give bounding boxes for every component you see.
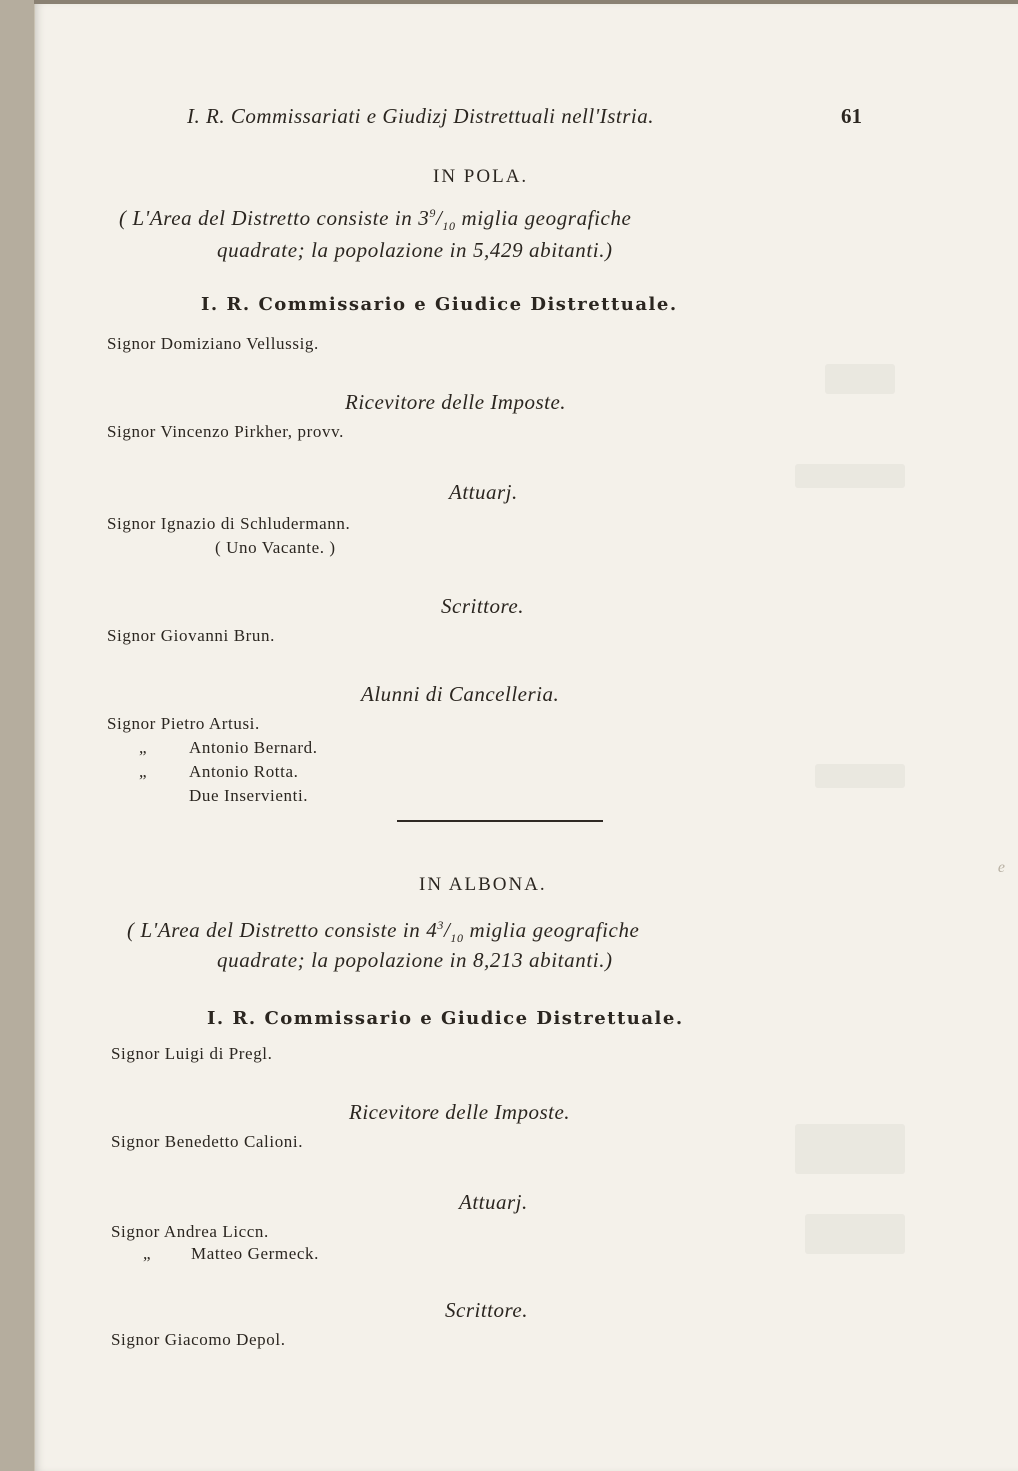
- pola-actuaries-entry2: ( Uno Vacante. ): [215, 538, 336, 557]
- pola-alumni-entry1: Signor Pietro Artusi.: [107, 714, 260, 733]
- pola-frac-num: 9: [429, 206, 436, 220]
- pola-actuaries-entry1: Signor Ignazio di Schludermann.: [107, 514, 351, 533]
- albona-area-line2: quadrate; la popolazione in 8,213 abitanti.): [217, 948, 613, 972]
- pola-commissioner-entry: Signor Domiziano Vellussig.: [107, 334, 319, 353]
- pola-alumni-entry2: Antonio Bernard.: [189, 738, 318, 757]
- ditto-mark: „: [139, 762, 148, 781]
- binding-strip: [0, 0, 34, 1471]
- pola-area-text-a: ( L'Area del Distretto consiste in 3: [119, 206, 430, 230]
- albona-actuaries-entry2: Matteo Germeck.: [191, 1244, 319, 1263]
- pola-writer-entry: Signor Giovanni Brun.: [107, 626, 275, 645]
- pola-receiver-title: Ricevitore delle Imposte.: [345, 390, 567, 414]
- albona-commissioner-entry: Signor Luigi di Pregl.: [111, 1044, 273, 1063]
- albona-writer-entry: Signor Giacomo Depol.: [111, 1330, 286, 1349]
- pola-area-line1: [119, 206, 631, 234]
- section-divider: [397, 820, 603, 822]
- page-number: 61: [841, 104, 862, 128]
- pola-alumni-entry3: Antonio Rotta.: [189, 762, 299, 781]
- pola-area-line2: quadrate; la popolazione in 5,429 abitanti.): [217, 238, 613, 262]
- pola-area-text-b: miglia geografiche: [461, 206, 632, 230]
- district-heading-albona: IN ALBONA.: [419, 874, 547, 895]
- albona-actuaries-title: Attuarj.: [459, 1190, 528, 1214]
- albona-area-fraction: $^3/_{10}$: [437, 918, 464, 946]
- pola-receiver-entry: Signor Vincenzo Pirkher, provv.: [107, 422, 344, 441]
- ditto-mark: „: [143, 1244, 152, 1263]
- margin-mark: e: [997, 859, 1005, 876]
- albona-receiver-title: Ricevitore delle Imposte.: [349, 1100, 571, 1124]
- running-header: I. R. Commissariati e Giudizj Distrettuali nell'Istria.: [187, 104, 654, 128]
- albona-receiver-entry: Signor Benedetto Calioni.: [111, 1132, 304, 1151]
- albona-frac-num: 3: [437, 918, 444, 932]
- pola-actuaries-title: Attuarj.: [449, 480, 518, 504]
- pola-alumni-entry4: Due Inservienti.: [189, 786, 309, 805]
- albona-actuaries-entry1: Signor Andrea Liccn.: [111, 1222, 269, 1241]
- pola-writer-title: Scrittore.: [441, 594, 524, 618]
- document-page: [34, 4, 1018, 1471]
- ditto-mark: „: [139, 738, 148, 757]
- albona-commissioner-title: I. R. Commissario e Giudice Distrettuale.: [207, 1008, 684, 1029]
- pola-commissioner-title: I. R. Commissario e Giudice Distrettuale.: [201, 294, 678, 315]
- albona-frac-den: 10: [450, 931, 464, 946]
- pola-area-fraction: $^9/_{10}$: [429, 206, 456, 234]
- albona-area-line1: [127, 918, 639, 946]
- albona-area-text-b: miglia geografiche: [469, 918, 640, 942]
- pola-alumni-title: Alunni di Cancelleria.: [361, 682, 560, 706]
- albona-writer-title: Scrittore.: [445, 1298, 528, 1322]
- albona-area-text-a: ( L'Area del Distretto consiste in 4: [127, 918, 438, 942]
- district-heading-pola: IN POLA.: [433, 166, 529, 187]
- pola-frac-den: 10: [442, 219, 456, 234]
